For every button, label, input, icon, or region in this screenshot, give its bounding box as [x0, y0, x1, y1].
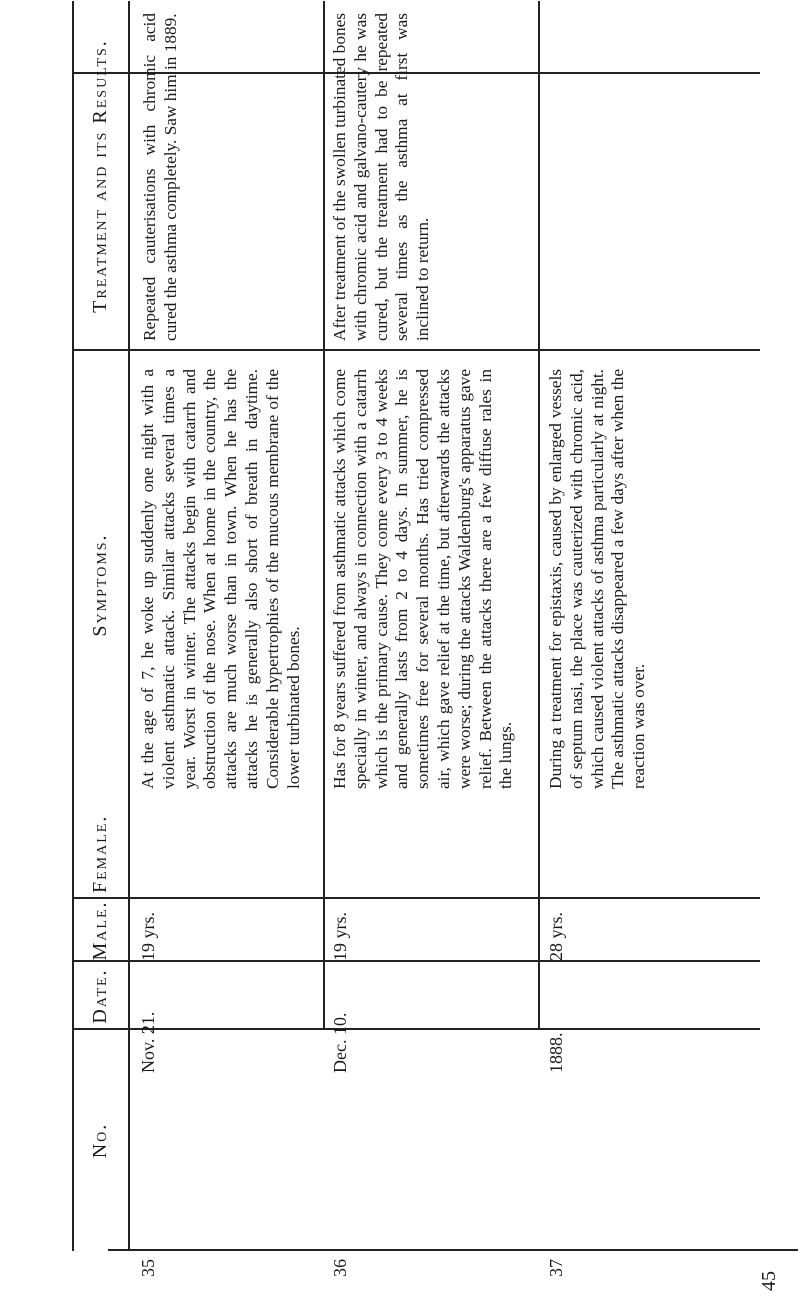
header-female: Female. — [88, 814, 111, 893]
col-divider-3 — [72, 897, 760, 899]
header-no: No. — [88, 1122, 111, 1159]
row-37-symptoms: During a treatment for epistaxis, caused by enlarged vessels of septum nasi, the place was cauterized with chromic acid, which caused violent attacks of asthma particularly at night. The asthmatic attacks disappeared a few days after when the reaction was over. — [546, 369, 649, 789]
row-37-male: 28 yrs. — [546, 912, 566, 961]
header-male: Male. — [88, 900, 111, 961]
col-divider-2 — [72, 960, 760, 962]
header-date: Date. — [88, 968, 111, 1024]
page-edge-line — [108, 1249, 798, 1251]
header-symptoms: Symptoms. — [88, 533, 111, 637]
row-35-symptoms: At the age of 7, he woke up suddenly one night with a violent asthmatic attack. Similar attacks several times a year. Worst in winter. The attacks begin with catarrh and obstruction of the nose. When at home in the country, the attacks are much worse than in town. When he has the attacks he is generally also short of breath in daytime. Considerable hypertrophies of the mucous membrane of the lower turbinated bones. — [138, 369, 303, 789]
row-35-treatment: Repeated cauterisations with chromic acid cured the asthma completely. Saw him in 1889. — [140, 13, 180, 341]
row-37-no: 37 — [546, 1259, 566, 1277]
row-36-symptoms: Has for 8 years suffered from asthmatic attacks which come specially in winter, and always in connection with a catarrh which is the primary cause. They come every 3 to 4 weeks and generally lasts from 2 to 4 days. In summer, he is sometimes free for several months. Has tried compressed air, which gave relief at the time, but afterwards the attacks were worse; during the attacks Waldenburg's apparatus gave relief. Between the attacks there are a few diffuse rales in the lungs. — [330, 369, 516, 789]
row-36-no: 36 — [330, 1259, 350, 1277]
row-35-no: 35 — [138, 1259, 158, 1277]
col-divider-4 — [72, 349, 760, 351]
row-37-date: 1888. — [546, 1032, 566, 1073]
page-number: 45 — [758, 1271, 780, 1291]
row-36-date: Dec. 10. — [330, 1012, 350, 1073]
row-36-treatment: After treatment of the swollen turbinated bones with chromic acid and galvano-cautery he was cured, but the treatment had to be repeated several times as the asthma at first was inclined to return. — [330, 13, 433, 341]
row-36-male: 19 yrs. — [330, 912, 350, 961]
row-35-date: Nov. 21. — [138, 1011, 158, 1073]
row-divider-1 — [323, 1, 325, 1030]
row-divider-2 — [538, 1, 540, 1030]
row-35-male: 19 yrs. — [138, 912, 158, 961]
header-bottom-rule — [128, 1, 130, 1251]
col-divider-1 — [72, 1028, 760, 1030]
header-treatment: Treatment and its Results. — [88, 39, 111, 313]
